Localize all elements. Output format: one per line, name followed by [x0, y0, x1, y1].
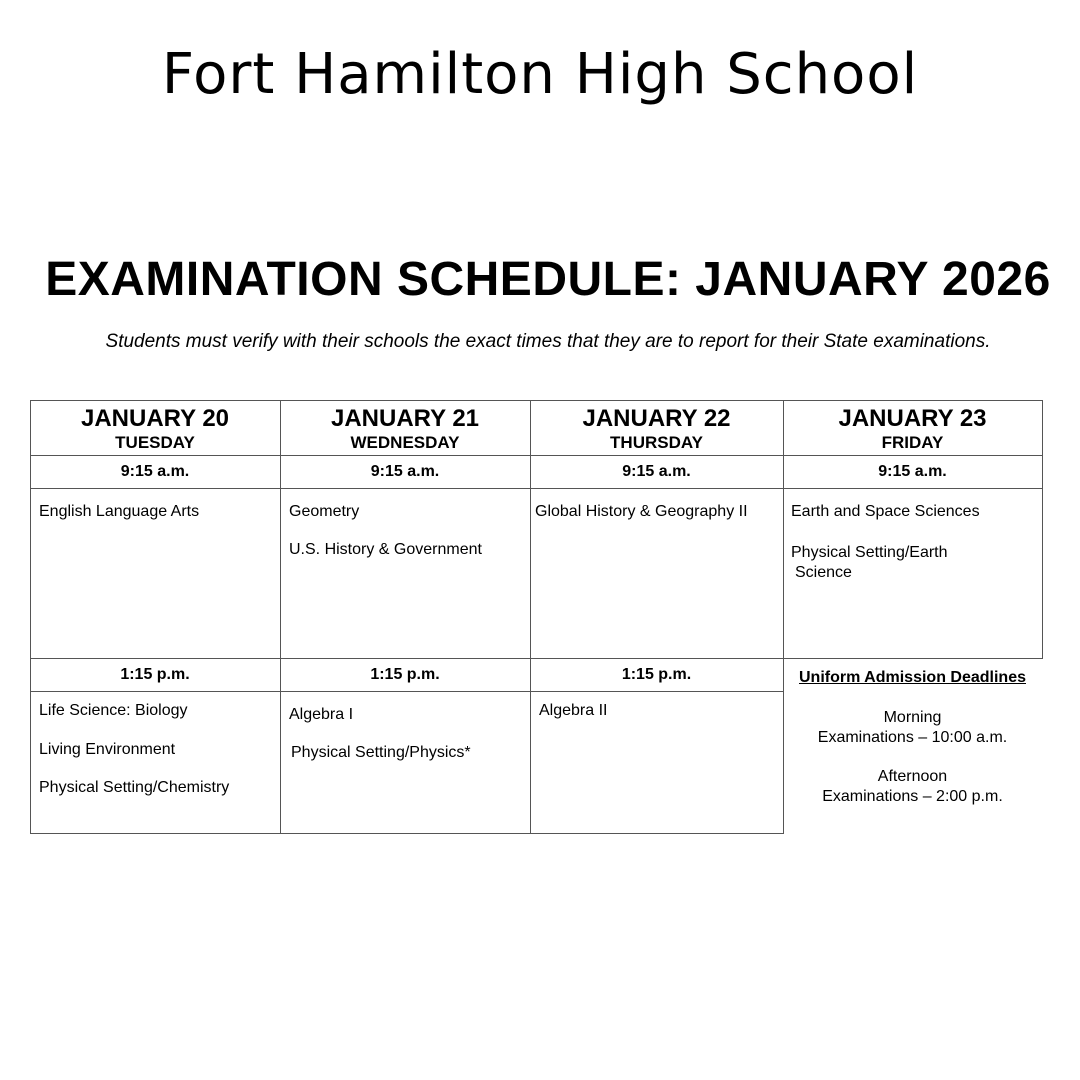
day-header-jan-23 [783, 405, 1042, 453]
exam-item: Science [795, 564, 852, 581]
exam-item: Life Science: Biology [39, 702, 188, 719]
admission-deadlines [783, 668, 1042, 807]
exam-item: Algebra I [289, 706, 354, 723]
table-rule-afternoon-time [30, 691, 783, 692]
day-weekday: THURSDAY [610, 433, 703, 452]
deadline-afternoon-time: Examinations – 2:00 p.m. [822, 788, 1003, 805]
morning-time: 9:15 a.m. [622, 463, 691, 480]
day-header-jan-21 [280, 405, 530, 453]
morning-time: 9:15 a.m. [120, 463, 190, 480]
page-title: EXAMINATION SCHEDULE: JANUARY 2026 [45, 253, 1051, 306]
school-name: Fort Hamilton High School [161, 42, 919, 107]
afternoon-time: 1:15 p.m. [621, 666, 692, 683]
table-rule-morning-end [30, 658, 1043, 659]
exam-item: Algebra II [539, 702, 608, 719]
day-weekday: TUESDAY [115, 433, 195, 452]
table-rule-header [30, 455, 1043, 456]
day-header-jan-22 [530, 405, 783, 453]
deadline-afternoon-label: Afternoon [877, 768, 948, 785]
notice-text: Students must verify with their schools the exact times that they are to report for their State examinations. [105, 331, 991, 352]
day-date: JANUARY 20 [80, 405, 230, 432]
exam-item: English Language Arts [39, 503, 200, 520]
table-border-top [30, 400, 1043, 401]
exam-item: Physical Setting/Chemistry [39, 779, 230, 796]
table-rule-morning-time [30, 488, 1043, 489]
deadline-morning-label: Morning [883, 709, 942, 726]
table-border-right [1042, 400, 1043, 659]
exam-item: U.S. History & Government [289, 541, 482, 558]
day-date: JANUARY 21 [330, 405, 480, 432]
table-border-bottom [30, 833, 784, 834]
morning-time: 9:15 a.m. [370, 463, 440, 480]
exam-item: Living Environment [39, 741, 176, 758]
exam-item: Geometry [289, 503, 360, 520]
day-header-jan-20 [30, 405, 280, 453]
deadlines-title: Uniform Admission Deadlines [799, 669, 1026, 686]
afternoon-time: 1:15 p.m. [120, 666, 190, 683]
day-date: JANUARY 22 [582, 405, 731, 432]
morning-time: 9:15 a.m. [878, 463, 947, 480]
afternoon-time: 1:15 p.m. [370, 666, 440, 683]
exam-item: Earth and Space Sciences [791, 503, 980, 520]
day-weekday: FRIDAY [881, 433, 944, 452]
deadline-morning-time: Examinations – 10:00 a.m. [817, 729, 1008, 746]
exam-item: Physical Setting/Physics* [291, 744, 471, 761]
exam-item: Physical Setting/Earth [791, 544, 948, 561]
exam-item: Global History & Geography II [535, 503, 748, 520]
day-date: JANUARY 23 [838, 405, 987, 432]
day-weekday: WEDNESDAY [350, 433, 460, 452]
